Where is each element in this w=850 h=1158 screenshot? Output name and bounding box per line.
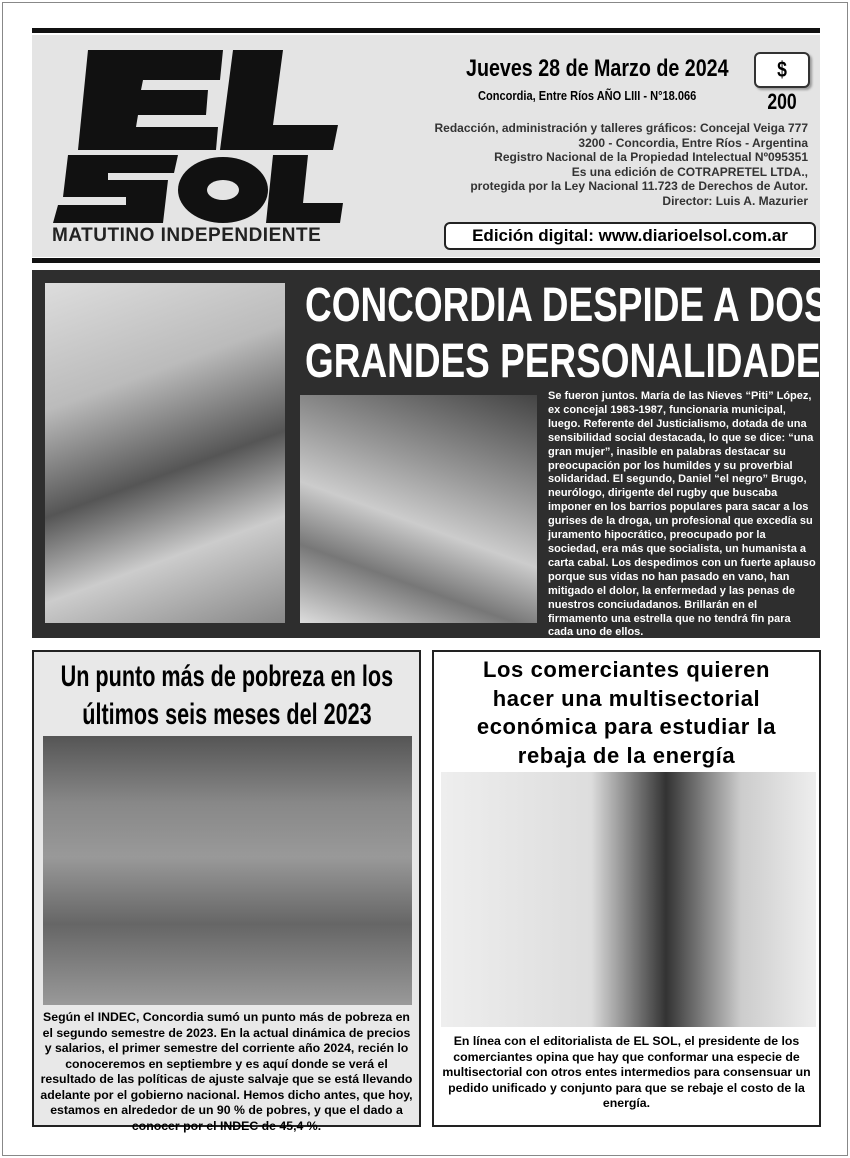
photo-daniel-brugo [300,395,537,623]
issue-place: Concordia, Entre Ríos AÑO LIII - N°18.066 [478,88,697,103]
main-story-text: Se fueron juntos. María de las Nieves “Piti” López, ex concejal 1983-1987, funcionaria municipal, luego. Referente del Justicialismo, dotada de una sensibilidad social destacada, lo que se dice: “una gran mujer”, inasible en palabras destacar su preocupación por los humildes y su proverbial solidaridad. El segundo, Daniel “el negro” Brugo, neurólogo, dirigente del rugby que buscaba imponer en los barrios populares para sacar a los gurises de la droga, un profesional que excedía su juramento hipocrático, preocupado por la sociedad, era más que socialista, un humanista a carta cabal. Los despedimos con un fuerte aplauso porque sus vidas no han pasado en vano, han mitigado el dolor, la enfermedad y las penas de nuestros conciudadanos. Brillarán en el firmamento una estrella que no tendrá fin para cada uno de ellos. [548,390,816,639]
digital-edition-link[interactable]: Edición digital: www.diarioelsol.com.ar [444,222,816,250]
el-sol-logo [48,45,348,225]
masthead [32,35,820,257]
tagline: MATUTINO INDEPENDIENTE [52,225,322,246]
publisher-info: Redacción, administración y talleres gráficos: Concejal Veiga 777 3200 - Concordia, Entre Ríos - Argentina Registro Nacional de la Propiedad Intelectual Nº095351 Es una edición de COTRAPRETEL LTDA., protegida por la Ley Nacional 11.723 de Derechos de Autor. Director: Luis A. Mazurier [434,121,808,208]
price-badge: $ 200 [754,52,810,88]
poverty-story-text: Según el INDEC, Concordia sumó un punto más de pobreza en el segundo semestre de 2023. En la actual dinámica de precios y salarios, el primer semestre del corriente año 2024, recién lo conoceremos en septiembre y es aquí donde se verá el resultado de las políticas de ajuste salvaje que se está llevando adelante por el gobierno nacional. Hemos dicho antes, que hoy, estamos en alrededor de un 90 % de pobres, y que el dado a conocer por el INDEC de 45,4 %. [40,1010,413,1133]
main-headline: CONCORDIA DESPIDE A DOS GRANDES PERSONALIDADES [305,279,846,388]
poverty-headline: Un punto más de pobreza en los últimos seis meses del 2023 [60,660,393,731]
top-rule [32,28,820,33]
bottom-rule [32,258,820,263]
photo-slum-children [43,736,412,1005]
issue-date: Jueves 28 de Marzo de 2024 [466,55,729,82]
photo-maria-lopez [45,283,285,623]
photo-commerce-president [441,772,816,1027]
main-story [32,270,846,639]
energy-story-text: En línea con el editorialista de EL SOL, el presidente de los comerciantes opina que hay que conformar una especie de multisectorial con otros entes intermedios para consensuar un pedido unificado y conjunto para que se rebaje el costo de la energía. [442,1034,811,1110]
energy-story [432,650,821,1127]
energy-headline: Los comerciantes quieren hacer una multisectorial económica para estudiar la rebaja de la energía [476,657,777,768]
poverty-story [32,650,421,1133]
